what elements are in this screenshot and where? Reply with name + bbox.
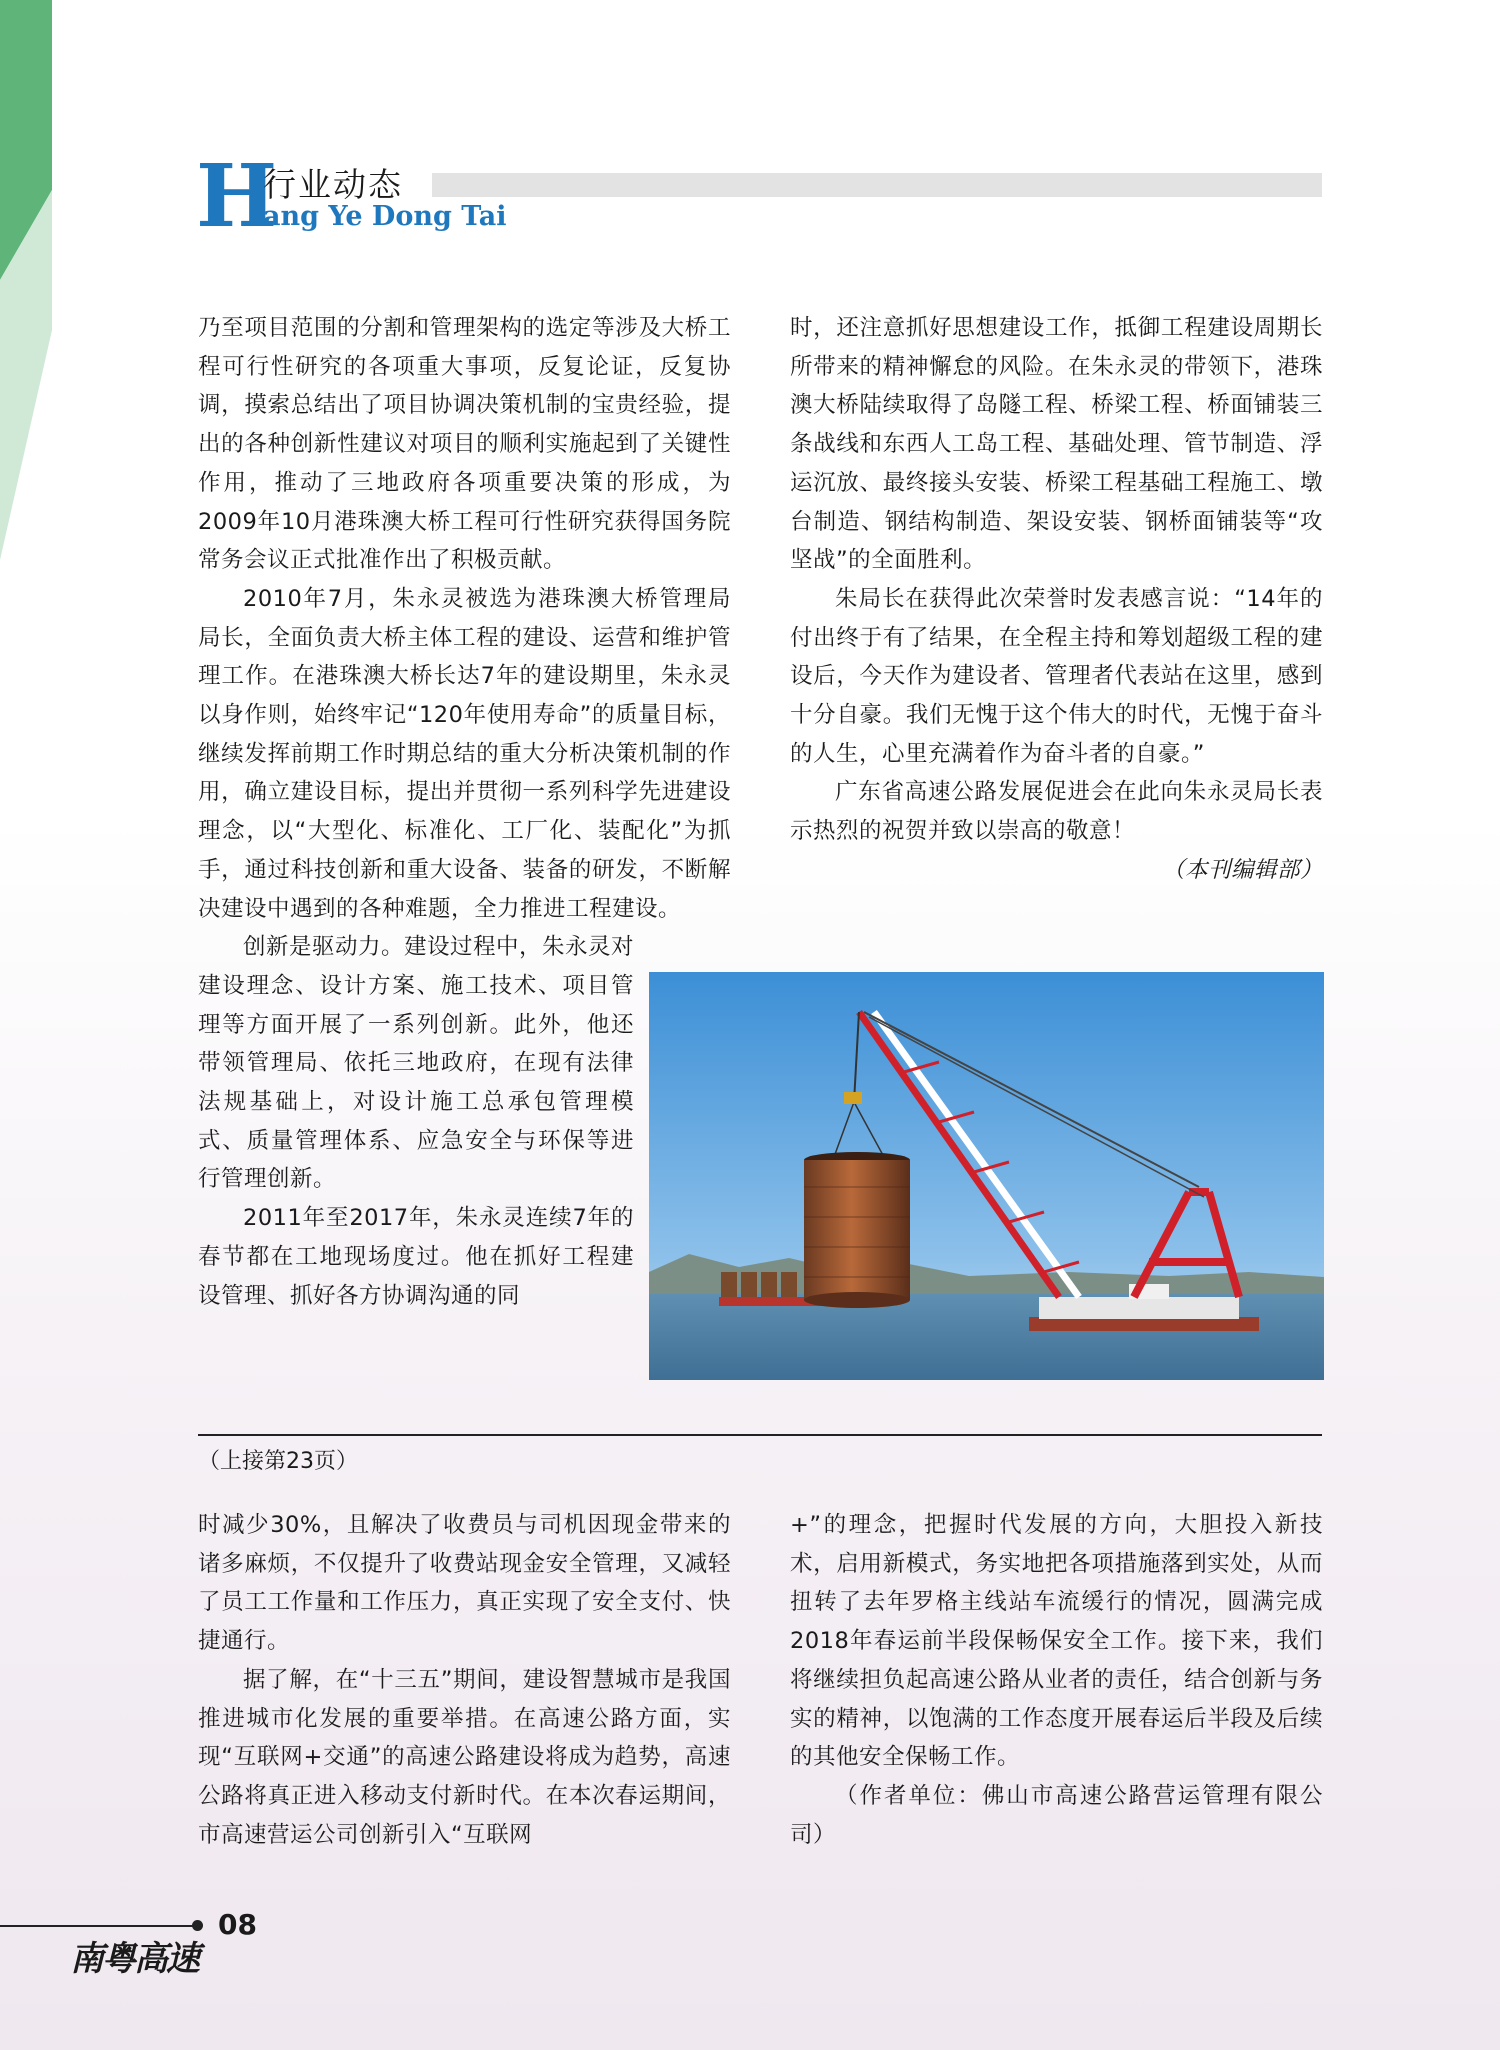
section-title-cn: 行业动态 bbox=[263, 165, 403, 204]
paragraph: 2011年至2017年，朱永灵连续7年的春节都在工地现场度过。他在抓好工程建设管理、抓好各方协调沟通的同 bbox=[198, 1205, 634, 1309]
magazine-logo: 南粤高速 bbox=[70, 1939, 198, 1979]
crane-ship-photo bbox=[649, 972, 1324, 1380]
header-bar bbox=[432, 173, 1322, 197]
signature: （本刊编辑部） bbox=[1161, 856, 1323, 883]
header-letter: H bbox=[196, 146, 278, 247]
section-divider bbox=[198, 1434, 1322, 1436]
page-number: 08 bbox=[218, 1908, 257, 1941]
paragraph: 乃至项目范围的分割和管理架构的选定等涉及大桥工程可行性研究的各项重大事项，反复论证，反复协调，摸索总结出了项目协调决策机制的宝贵经验，提出的各种创新性建议对项目的顺利实施起到了关键性作用，推动了三地政府各项重要决策的形成，为2009年10月港珠澳大桥工程可行性研究获得国务院常务会议正式批准作出了积极贡献。 bbox=[198, 315, 731, 574]
paragraph: 创新是驱动力。建设过程中，朱永灵对建设理念、设计方案、施工技术、项目管理等方面开展了一系列创新。此外，他还带领管理局、依托三地政府，在现有法律法规基础上，对设计施工总承包管理模式、质量管理体系、应急安全与环保等进行管理创新。 bbox=[198, 934, 635, 1193]
author-note: （作者单位：佛山市高速公路营运管理有限公司） bbox=[790, 1782, 1323, 1848]
footer-line bbox=[0, 1925, 195, 1927]
paragraph: 时，还注意抓好思想建设工作，抵御工程建设周期长所带来的精神懈怠的风险。在朱永灵的带领下，港珠澳大桥陆续取得了岛隧工程、桥梁工程、桥面铺装三条战线和东西人工岛工程、基础处理、管节制造、浮运沉放、最终接头安装、桥梁工程基础工程施工、墩台制造、钢结构制造、架设安装、钢桥面铺装等“攻坚战”的全面胜利。 bbox=[790, 315, 1323, 574]
paragraph: 据了解，在“十三五”期间，建设智慧城市是我国推进城市化发展的重要举措。在高速公路方面，实现“互联网+交通”的高速公路建设将成为趋势，高速公路将真正进入移动支付新时代。在本次春运期间，市高速营运公司创新引入“互联网 bbox=[198, 1666, 731, 1848]
continuation-label: （上接第23页） bbox=[198, 1449, 358, 1474]
continued-right-column bbox=[790, 1506, 1323, 1854]
paragraph: +”的理念，把握时代发展的方向，大胆投入新技术，启用新模式，务实地把各项措施落到实处，从而扭转了去年罗格主线站车流缓行的情况，圆满完成2018年春运前半段保畅保安全工作。接下来，我们将继续担负起高速公路从业者的责任，结合创新与务实的精神，以饱满的工作态度开展春运后半段及后续的其他安全保畅工作。 bbox=[790, 1512, 1323, 1771]
paragraph: 2010年7月，朱永灵被选为港珠澳大桥管理局局长，全面负责大桥主体工程的建设、运营和维护管理工作。在港珠澳大桥长达7年的建设期里，朱永灵以身作则，始终牢记“120年使用寿命”的质量目标，继续发挥前期工作时期总结的重大分析决策机制的作用，确立建设目标，提出并贯彻一系列科学先进建设理念，以“大型化、标准化、工厂化、装配化”为抓手，通过科技创新和重大设备、装备的研发，不断解决建设中遇到的各种难题，全力推进工程建设。 bbox=[198, 585, 731, 922]
paragraph: 时减少30%，且解决了收费员与司机因现金带来的诸多麻烦，不仅提升了收费站现金安全管理，又减轻了员工工作量和工作压力，真正实现了安全支付、快捷通行。 bbox=[198, 1512, 731, 1655]
section-title-en: ang Ye Dong Tai bbox=[263, 201, 507, 232]
article-right-column bbox=[790, 309, 1323, 890]
footer-dot bbox=[192, 1920, 203, 1931]
paragraph: 广东省高速公路发展促进会在此向朱永灵局长表示热烈的祝贺并致以崇高的敬意！ bbox=[790, 779, 1323, 845]
paragraph: 朱局长在获得此次荣誉时发表感言说：“14年的付出终于有了结果，在全程主持和筹划超级工程的建设后，今天作为建设者、管理者代表站在这里，感到十分自豪。我们无愧于这个伟大的时代，无愧于奋斗的人生，心里充满着作为奋斗者的自豪。” bbox=[790, 585, 1323, 767]
corner-decoration bbox=[0, 0, 60, 560]
continued-left-column bbox=[198, 1506, 731, 1854]
